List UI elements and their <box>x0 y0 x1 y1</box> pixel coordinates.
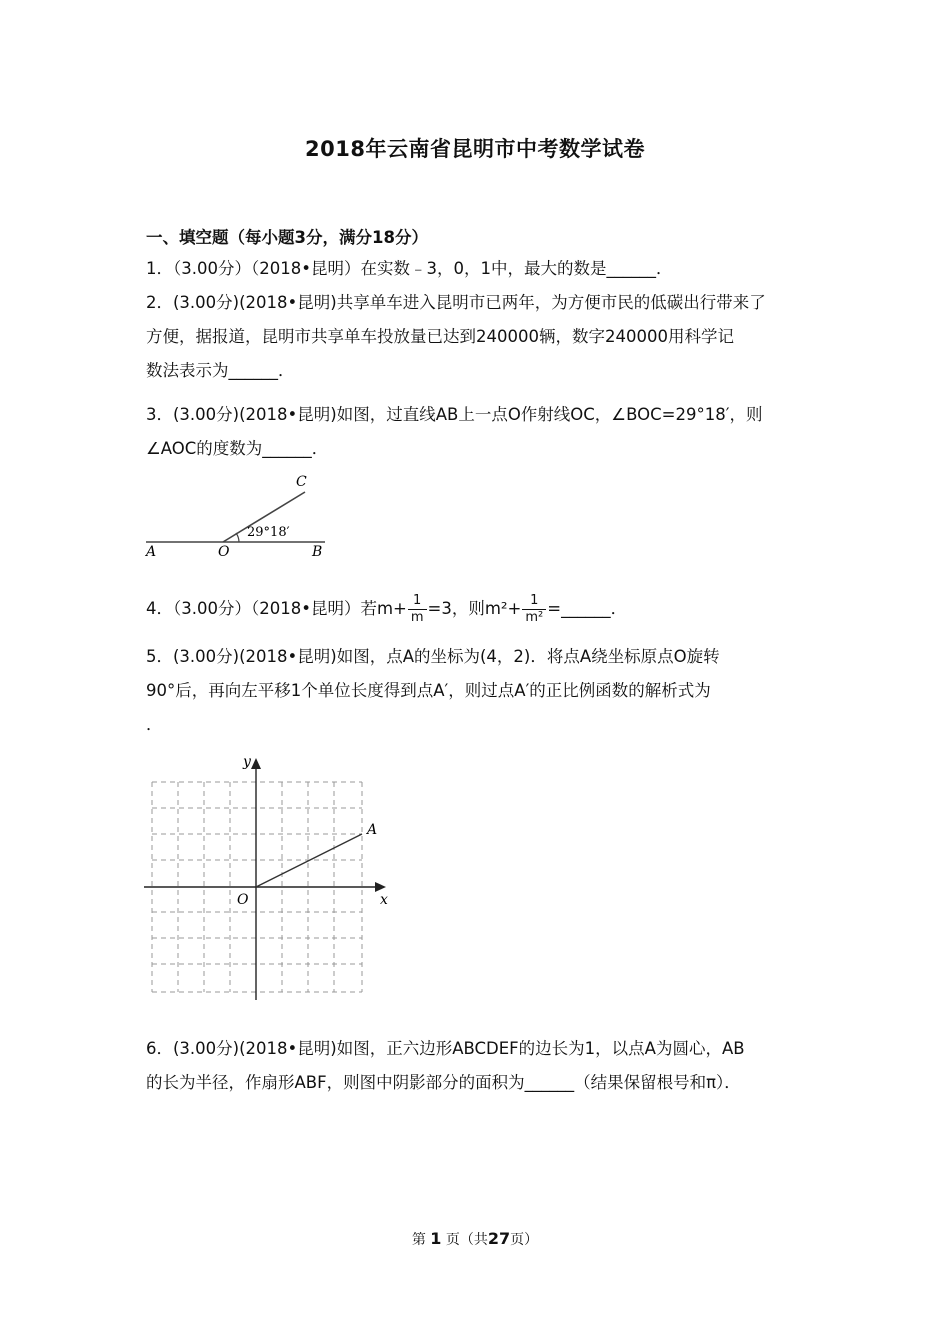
question-4-prefix: 4．（3.00分）（2018•昆明）若m+ <box>146 599 407 618</box>
fraction-numerator: 1 <box>408 593 427 610</box>
question-1-text: 1．（3.00分）（2018•昆明）在实数﹣3，0，1中，最大的数是______． <box>146 259 673 278</box>
footer-middle: 页（共 <box>445 1232 488 1248</box>
question-5-line-3: ． <box>146 715 163 734</box>
fraction-denominator: m <box>410 610 424 625</box>
footer-suffix: 页） <box>510 1232 539 1248</box>
question-1 <box>146 252 810 286</box>
question-3-line-1: 3．(3.00分)(2018•昆明)如图，过直线AB上一点O作射线OC，∠BOC=29°18′，则 <box>146 405 763 424</box>
question-4-suffix: =______． <box>547 599 628 618</box>
fraction-1-over-m <box>408 593 427 626</box>
x-axis-arrow <box>375 882 386 892</box>
question-6 <box>146 1032 810 1100</box>
question-3-line-2: ∠AOC的度数为______． <box>146 439 329 458</box>
section-heading: 一、填空题（每小题3分，满分18分） <box>146 228 428 247</box>
label-a: A <box>367 822 378 838</box>
question-5 <box>146 640 810 742</box>
page-footer <box>0 1229 950 1249</box>
question-4 <box>146 592 810 626</box>
footer-total-pages: 27 <box>487 1229 511 1248</box>
angle-label: 29°18′ <box>247 525 290 540</box>
fraction-numerator: 1 <box>522 593 546 610</box>
question-2-line-2: 方便，据报道，昆明市共享单车投放量已达到240000辆，数字240000用科学记 <box>146 327 734 346</box>
fraction-denominator: m² <box>525 610 544 625</box>
label-b: B <box>312 544 323 560</box>
question-4-text <box>146 592 810 626</box>
figure-angle-boc <box>140 470 340 562</box>
question-6-line-2: 的长为半径，作扇形ABF，则图中阴影部分的面积为______（结果保留根号和π）． <box>146 1073 741 1092</box>
label-a: A <box>146 544 157 560</box>
footer-prefix: 第 <box>411 1232 426 1248</box>
fraction-1-over-m-squared <box>522 593 546 626</box>
figure-coordinate-grid <box>140 752 395 1004</box>
page-title: 2018年云南省昆明市中考数学试卷 <box>305 137 645 161</box>
y-axis-arrow <box>251 758 261 769</box>
label-c: C <box>296 474 307 490</box>
question-2-line-3: 数法表示为______． <box>146 361 295 380</box>
question-6-line-1: 6．(3.00分)(2018•昆明)如图，正六边形ABCDEF的边长为1，以点A为圆心，AB <box>146 1039 745 1058</box>
question-4-middle: =3，则m²+ <box>427 599 522 618</box>
angle-arc <box>236 533 239 542</box>
label-o: O <box>218 544 230 560</box>
footer-page-number: 1 <box>430 1229 442 1248</box>
label-x: x <box>380 892 388 908</box>
question-3 <box>146 398 810 466</box>
question-2-line-1: 2．(3.00分)(2018•昆明)共享单车进入昆明市已两年，为方便市民的低碳出行带来了 <box>146 293 766 312</box>
label-y: y <box>243 754 251 770</box>
question-5-line-2: 90°后，再向左平移1个单位长度得到点A′，则过点A′的正比例函数的解析式为 <box>146 681 711 700</box>
label-o: O <box>237 892 249 908</box>
question-5-line-1: 5．(3.00分)(2018•昆明)如图，点A的坐标为(4，2)．将点A绕坐标原点O旋转 <box>146 647 720 666</box>
question-2 <box>146 286 810 388</box>
